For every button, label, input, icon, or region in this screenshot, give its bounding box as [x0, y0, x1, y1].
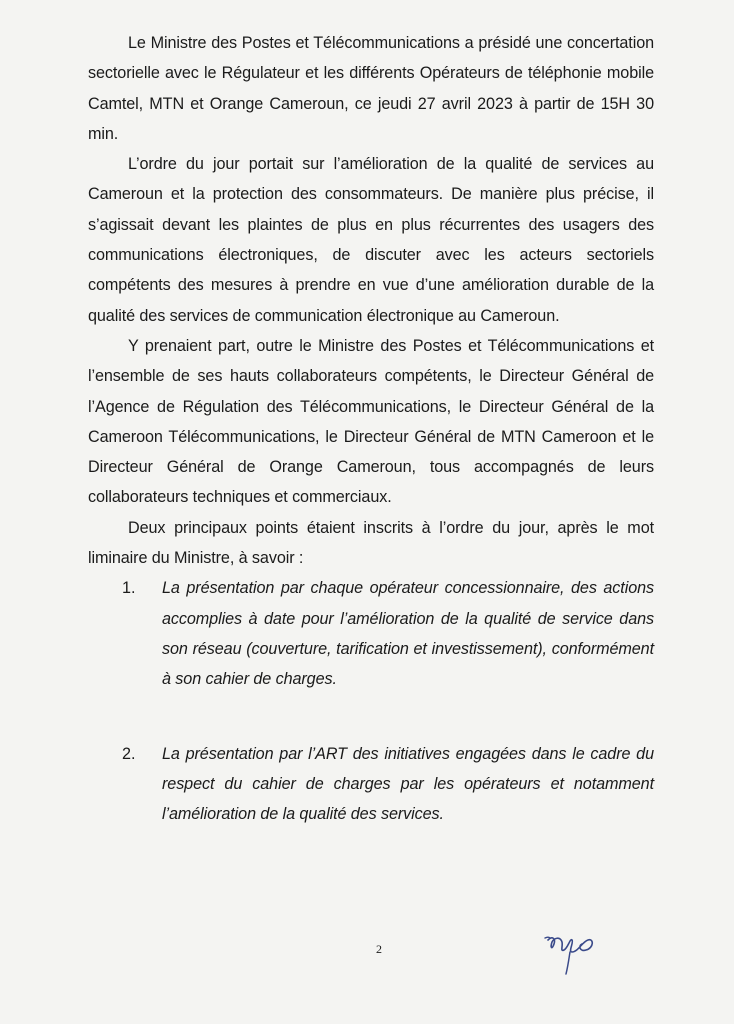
list-item-text: La présentation par l’ART des initiatives engagées dans le cadre du respect du cahier de charges par les opérateurs et notamment l’amélioration de la qualité des services. — [162, 744, 654, 824]
paragraph-points: Deux principaux points étaient inscrits à l’ordre du jour, après le mot liminaire du Ministre, à savoir : — [88, 518, 654, 568]
list-item — [88, 573, 654, 694]
list-item — [88, 739, 654, 830]
page-number: 2 — [376, 942, 382, 956]
paragraph-intro: Le Ministre des Postes et Télécommunications a présidé une concertation sectorielle avec le Régulateur et les différents Opérateurs de téléphonie mobile Camtel, MTN et Orange Cameroun, ce jeudi 27 avril 2023 à partir de 15H 30 min. — [88, 34, 654, 143]
paragraph-participants: Y prenaient part, outre le Ministre des Postes et Télécommunications et l’ensemble de ses hauts collaborateurs compétents, le Directeur Général de l’Agence de Régulation des Télécommunications, le Directeur Général de la Cameroon Télécommunications, le Directeur Général de MTN Cameroon et le Directeur Général de Orange Cameroun, tous accompagnés de leurs collaborateurs techniques et commerciaux. — [88, 336, 654, 507]
document-body — [88, 28, 654, 829]
handwritten-initials — [542, 928, 598, 978]
list-item-text: La présentation par chaque opérateur concessionnaire, des actions accomplies à date pour l’amélioration de la qualité de service dans son réseau (couverture, tarification et investissement), conformément à son cahier de charges. — [162, 579, 654, 689]
paragraph-agenda: L’ordre du jour portait sur l’amélioration de la qualité de services au Cameroun et la protection des consommateurs. De manière plus précise, il s’agissait devant les plaintes de plus en plus récurrentes des usagers des communications électroniques, de discuter avec les acteurs sectoriels compétents des mesures à prendre en vue d’une amélioration durable de la qualité des services de communication électronique au Cameroun. — [88, 155, 654, 325]
list-item-number: 1. — [122, 579, 136, 598]
list-item-number: 2. — [122, 744, 136, 763]
